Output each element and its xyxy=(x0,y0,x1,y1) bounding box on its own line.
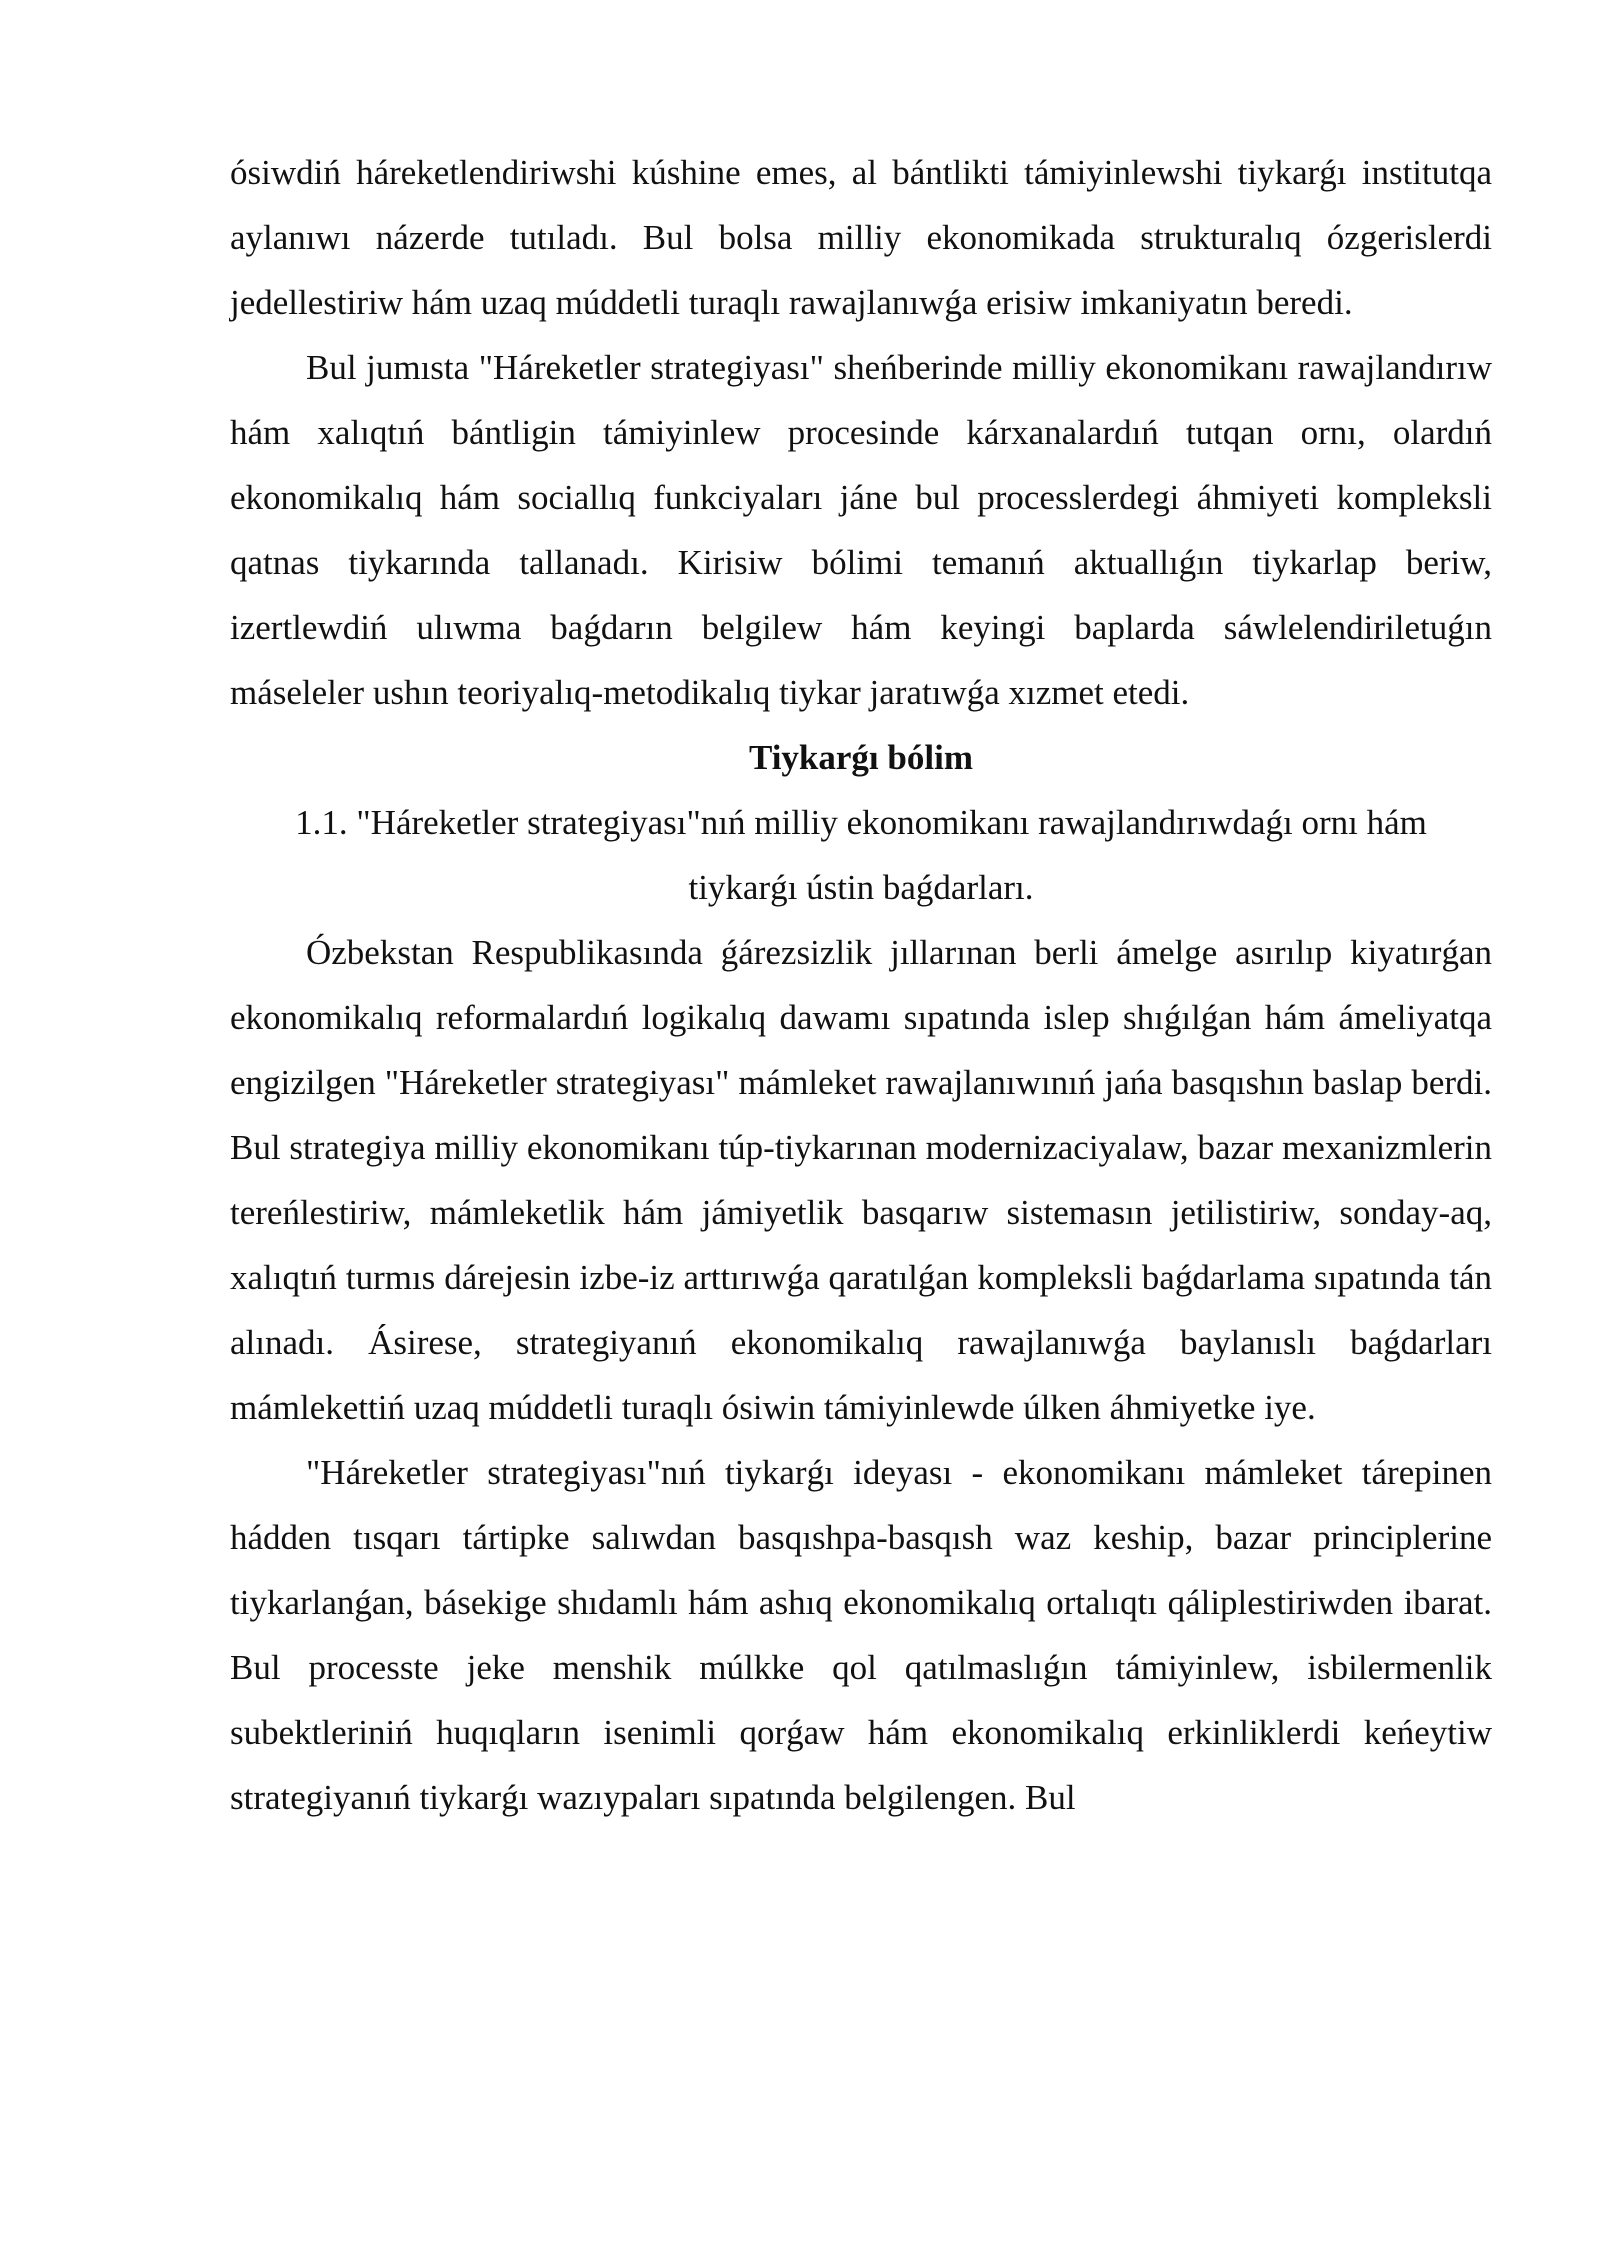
subsection-heading: 1.1. "Háreketler strategiyası"nıń milliy ekonomikanı rawajlandırıwdaǵı ornı hám tiykarǵı ústin baǵdarları. xyxy=(295,803,1427,907)
paragraph-continuation: ósiwdiń háreketlendiriwshi kúshine emes, al bántlikti támiyinlewshi tiykarǵı institutqa aylanıwı názerde tutıladı. Bul bolsa milliy ekonomikada strukturalıq ózgerislerdi jedellestiriw hám uzaq múddetli turaqlı rawajlanıwǵa erisiw imkaniyatın beredi. xyxy=(230,153,1492,322)
document-page xyxy=(230,140,1492,1830)
paragraph-strategy-intro: Ózbekstan Respublikasında ǵárezsizlik jıllarınan berli ámelge asırılıp kiyatırǵan ekonomikalıq reformalardıń logikalıq dawamı sıpatında islep shıǵılǵan hám ámeliyatqa engizilgen "Háreketler strategiyası" mámleket rawajlanıwınıń jańa basqıshın baslap berdi. Bul strategiya milliy ekonomikanı túp-tiykarınan modernizaciyalaw, bazar mexanizmlerin tereńlestiriw, mámleketlik hám jámiyetlik basqarıw sistemasın jetilistiriw, sonday-aq, xalıqtıń turmıs dárejesin izbe-iz arttırıwǵa qaratılǵan kompleksli baǵdarlama sıpatında tán alınadı. Ásirese, strategiyanıń ekonomikalıq rawajlanıwǵa baylanıslı baǵdarları mámlekettiń uzaq múddetli turaqlı ósiwin támiyinlewde úlken áhmiyetke iye. xyxy=(230,933,1492,1427)
paragraph-strategy-idea: "Háreketler strategiyası"nıń tiykarǵı ideyası - ekonomikanı mámleket tárepinen hádden tısqarı tártipke salıwdan basqıshpa-basqısh waz keship, bazar principlerine tiykarlanǵan, básekige shıdamlı hám ashıq ekonomikalıq ortalıqtı qáliplestiriwden ibarat. Bul processte jeke menshik múlkke qol qatılmaslıǵın támiyinlew, isbilermenlik subektleriniń huqıqların isenimli qorǵaw hám ekonomikalıq erkinliklerdi keńeytiw strategiyanıń tiykarǵı wazıypaları sıpatında belgilengen. Bul xyxy=(230,1453,1492,1817)
paragraph-work-scope: Bul jumısta "Háreketler strategiyası" sheńberinde milliy ekonomikanı rawajlandırıw hám xalıqtıń bántligin támiyinlew procesinde kárxanalardıń tutqan ornı, olardıń ekonomikalıq hám sociallıq funkciyaları jáne bul processlerdegi áhmiyeti kompleksli qatnas tiykarında tallanadı. Kirisiw bólimi temanıń aktuallıǵın tiykarlap beriw, izertlewdiń ulıwma baǵdarın belgilew hám keyingi baplarda sáwlelendiriletuǵın máseleler ushın teoriyalıq-metodikalıq tiykar jaratıwǵa xızmet etedi. xyxy=(230,348,1492,712)
section-heading: Tiykarǵı bólim xyxy=(749,738,973,777)
